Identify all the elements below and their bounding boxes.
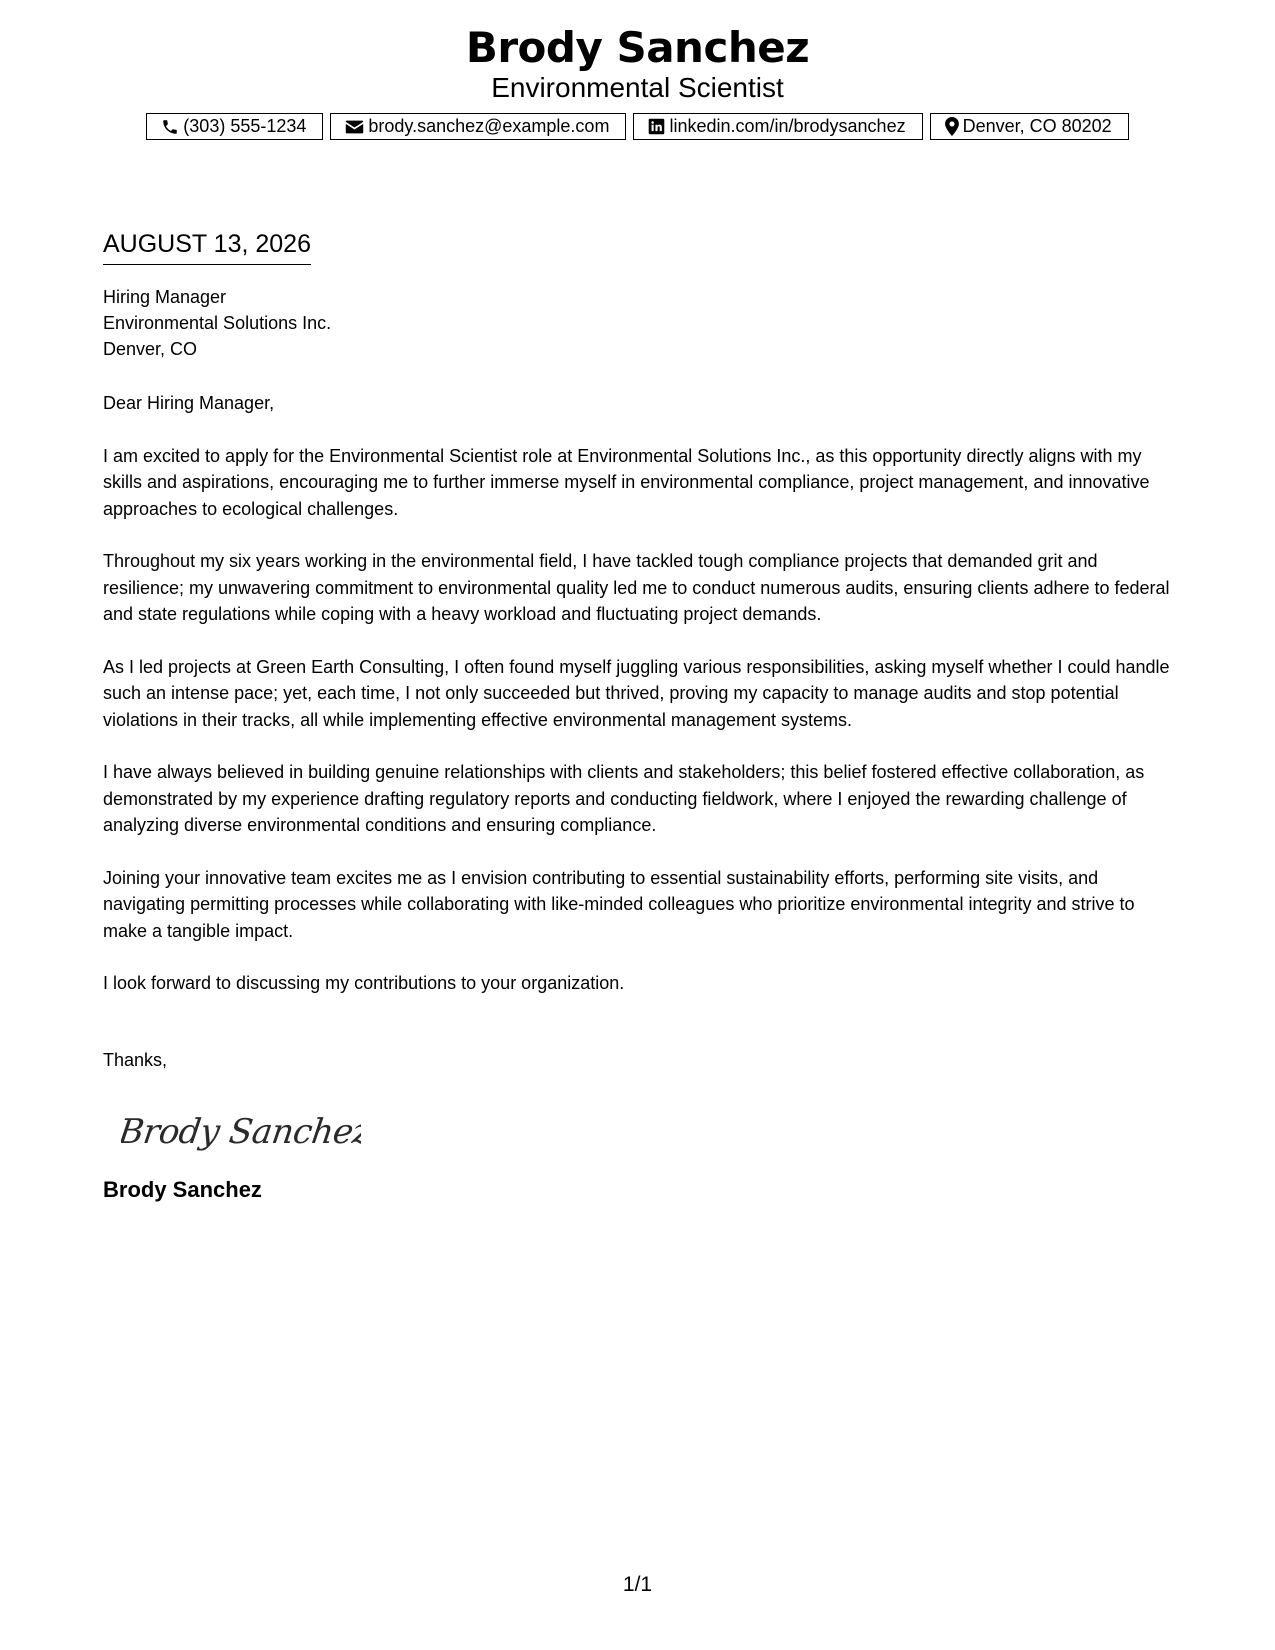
contact-linkedin[interactable] (633, 113, 922, 140)
recipient-block (103, 284, 1178, 362)
body-paragraph: I look forward to discussing my contributions to your organization. (103, 973, 625, 993)
contact-email[interactable] (330, 113, 626, 140)
linkedin-icon (648, 118, 665, 135)
location-pin-icon (945, 117, 959, 136)
envelope-icon (345, 119, 364, 135)
phone-icon (161, 118, 179, 136)
letter-header (0, 22, 1275, 104)
contact-location[interactable] (930, 113, 1129, 140)
signature-graphic (121, 1103, 361, 1159)
applicant-title: Environmental Scientist (491, 72, 784, 103)
contact-linkedin-text: linkedin.com/in/brodysanchez (669, 116, 906, 136)
handwritten-signature (121, 1103, 1178, 1159)
body-paragraph: Joining your innovative team excites me as I envision contributing to essential sustainability efforts, performing site visits, and navigating permitting processes while collaborating with like-minded colleagues who prioritize environmental integrity and strive to make a tangible impact. (103, 867, 1135, 941)
contact-phone[interactable] (146, 113, 323, 140)
recipient-line: Denver, CO (103, 339, 198, 359)
contact-bar (0, 113, 1275, 140)
contact-location-text: Denver, CO 80202 (962, 116, 1112, 136)
salutation: Dear Hiring Manager, (103, 393, 275, 413)
letter-date: AUGUST 13, 2026 (103, 226, 311, 265)
closing: Thanks, (103, 1049, 168, 1070)
contact-email-text: brody.sanchez@example.com (368, 116, 610, 136)
recipient-line: Hiring Manager (103, 287, 227, 307)
signer-name: Brody Sanchez (103, 1177, 262, 1202)
recipient-line: Environmental Solutions Inc. (103, 313, 332, 333)
contact-phone-text: (303) 555-1234 (183, 116, 307, 136)
page-number: 1/1 (622, 1573, 653, 1596)
letter-body (103, 226, 1178, 1205)
body-paragraph: I have always believed in building genuine relationships with clients and stakeholders; this belief fostered effective collaboration, as demonstrated by my experience drafting regulatory reports and conducting fieldwork, where I enjoyed the rewarding challenge of analyzing diverse environmental conditions and ensuring compliance. (103, 762, 1145, 835)
signature-text: Brody Sanchez (121, 1112, 361, 1152)
body-paragraph: As I led projects at Green Earth Consulting, I often found myself juggling various responsibilities, asking myself whether I could handle such an intense pace; yet, each time, I not only succeeded but thrived, proving my capacity to manage audits and stop potential violations in their tracks, all while implementing effective environmental management systems. (103, 656, 1170, 730)
body-paragraph: Throughout my six years working in the environmental field, I have tackled tough compliance projects that demanded grit and resilience; my unwavering commitment to environmental quality led me to conduct numerous audits, ensuring clients adhere to federal and state regulations while coping with a heavy workload and fluctuating project demands. (103, 551, 1170, 624)
body-paragraph: I am excited to apply for the Environmental Scientist role at Environmental Solutions Inc., as this opportunity directly aligns with my skills and aspirations, encouraging me to further immerse myself in environmental compliance, project management, and innovative approaches to ecological challenges. (103, 445, 1150, 519)
applicant-name: Brody Sanchez (465, 23, 810, 72)
